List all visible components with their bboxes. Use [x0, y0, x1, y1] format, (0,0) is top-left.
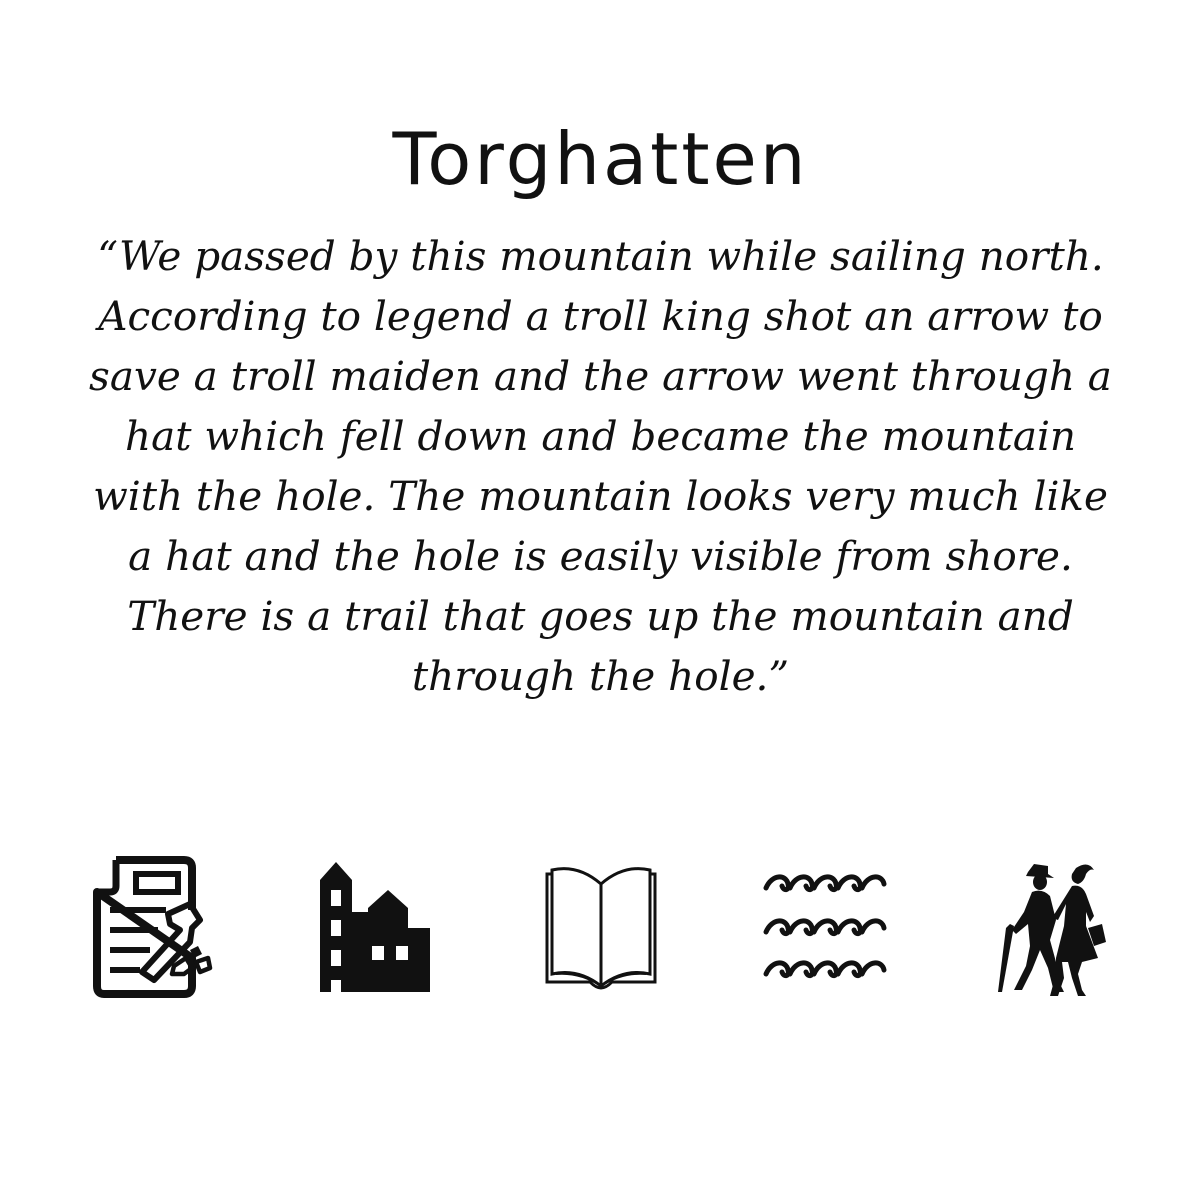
hiking-couple-icon: [990, 850, 1116, 1000]
geology-document-hammer-icon: [92, 850, 218, 1000]
quote-text: “We passed by this mountain while sailing north. According to legend a troll king shot an arrow to save a troll maiden and the arrow went through a hat which fell down and became the mountain with the hole. The mountain looks very much like a hat and the hole is easily visible from shore. There is a trail that goes up the mountain and through the hole.”: [89, 232, 1112, 700]
page-title: Torghatten: [392, 117, 809, 202]
open-book-icon: [544, 850, 658, 992]
icon-row: [0, 850, 1201, 1010]
town-buildings-icon: [318, 850, 432, 994]
water-waves-icon: [760, 850, 890, 980]
